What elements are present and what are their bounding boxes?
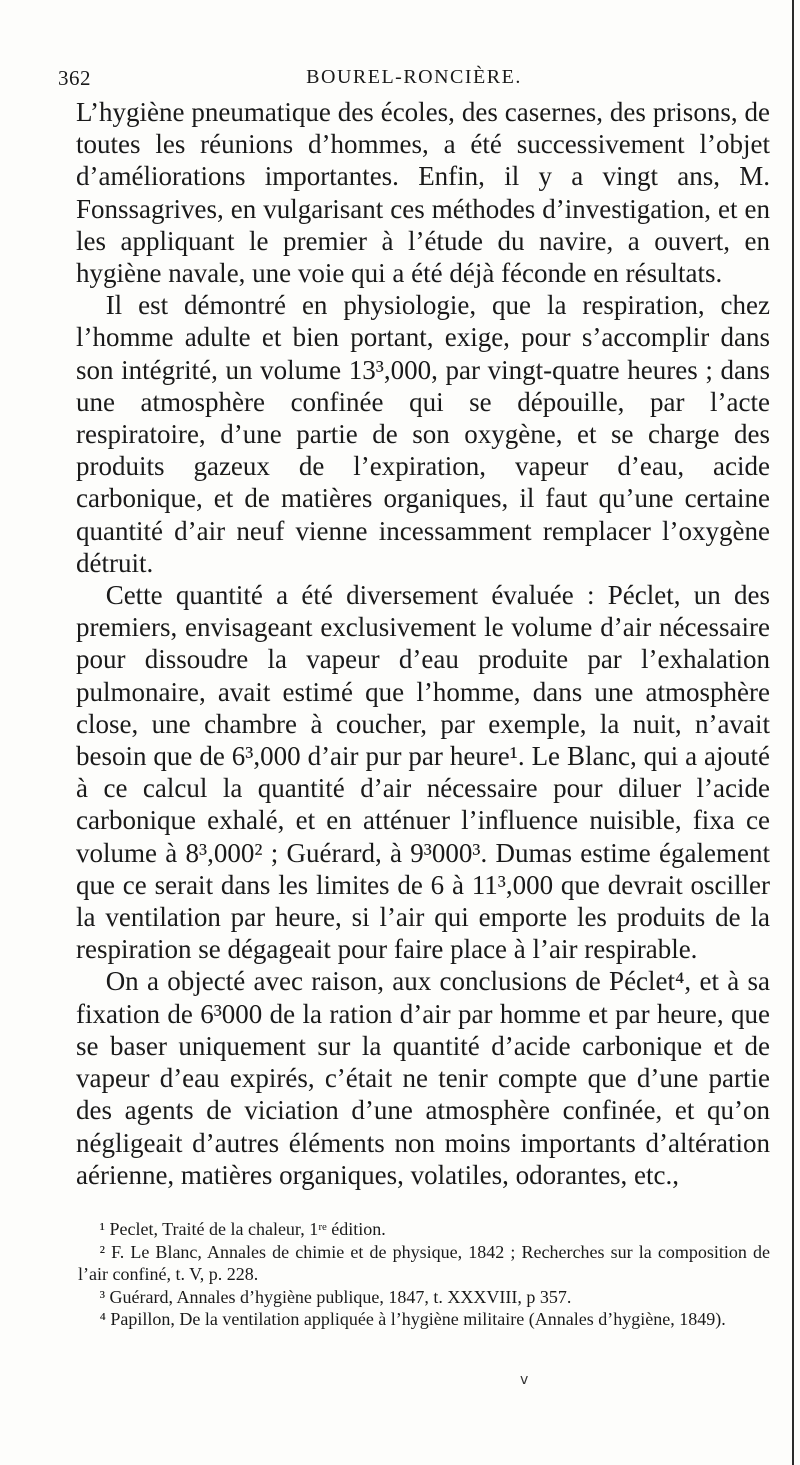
footnotes (78, 1218, 770, 1331)
footnote: ³ Guérard, Annales d’hygiène publique, 1847, t. XXXVIII, p 357. (99, 1286, 572, 1307)
paragraph: Cette quantité a été diversement évaluée : Péclet, un des premiers, envisageant exclusivement le volume d’air nécessaire pour dissoudre la vapeur d’eau produite par l’exhalation pulmonaire, avait estimé que l’homme, dans une atmosphère close, une chambre à coucher, par exemple, la nuit, n’avait besoin que de 6³,000 d’air pur par heure¹. Le Blanc, qui a ajouté à ce calcul la quantité d’air nécessaire pour diluer l’acide carbonique exhalé, et en atténuer l’influence nuisible, fixa ce volume à 8³,000² ; Guérard, à 9³000³. Dumas estime également que ce serait dans les limites de 6 à 11³,000 que devrait osciller la ventilation par heure, si l’air qui emporte les produits de la respiration se dégageait pour faire place à l’air respirable. (76, 580, 770, 965)
paragraph: On a objecté avec raison, aux conclusions de Péclet⁴, et à sa fixation de 6³000 de la ration d’air par homme et par heure, que se baser uniquement sur la quantité d’acide carbonique et de vapeur d’eau expirés, c’était ne tenir compte que d’une partie des agents de viciation d’une atmosphère confinée, et qu’on négligeait d’autres éléments non moins importants d’altération aérienne, matières organiques, volatiles, odorantes, etc., (76, 966, 770, 1190)
footnote: ¹ Peclet, Traité de la chaleur, 1ʳᵉ édition. (99, 1219, 386, 1239)
paragraph: Il est démontré en physiologie, que la respiration, chez l’homme adulte et bien portant, exige, pour s’accomplir dans son intégrité, un volume 13³,000, par vingt-quatre heures ; dans une atmosphère confinée qui se dépouille, par l’acte respiratoire, d’une partie de son oxygène, et se charge des produits gazeux de l’expiration, vapeur d’eau, acide carbonique, et de matières organiques, il faut qu’une certaine quantité d’air neuf vienne incessamment remplacer l’oxygène détruit. (76, 290, 770, 578)
footnote: ⁴ Papillon, De la ventilation appliquée à l’hygiène militaire (Annales d’hygiène, 1849). (99, 1309, 726, 1329)
paragraph: L’hygiène pneumatique des écoles, des casernes, des prisons, de toutes les réunions d’hommes, a été successivement l’objet d’améliorations importantes. Enfin, il y a vingt ans, M. Fonssagrives, en vulgarisant ces méthodes d’investigation, et en les appliquant le premier à l’étude du navire, a ouvert, en hygiène navale, une voie qui a été déjà féconde en résultats. (76, 97, 770, 289)
page-edge-line (792, 0, 794, 1465)
running-head: BOUREL-RONCIÈRE. (306, 66, 522, 88)
footnote: ² F. Le Blanc, Annales de chimie et de physique, 1842 ; Recherches sur la composition de l’air confiné, t. V, p. 228. (78, 1241, 770, 1284)
page-header (58, 66, 770, 96)
stray-mark: v (520, 1372, 529, 1388)
body-text (76, 96, 770, 1191)
page-number: 362 (58, 66, 91, 90)
